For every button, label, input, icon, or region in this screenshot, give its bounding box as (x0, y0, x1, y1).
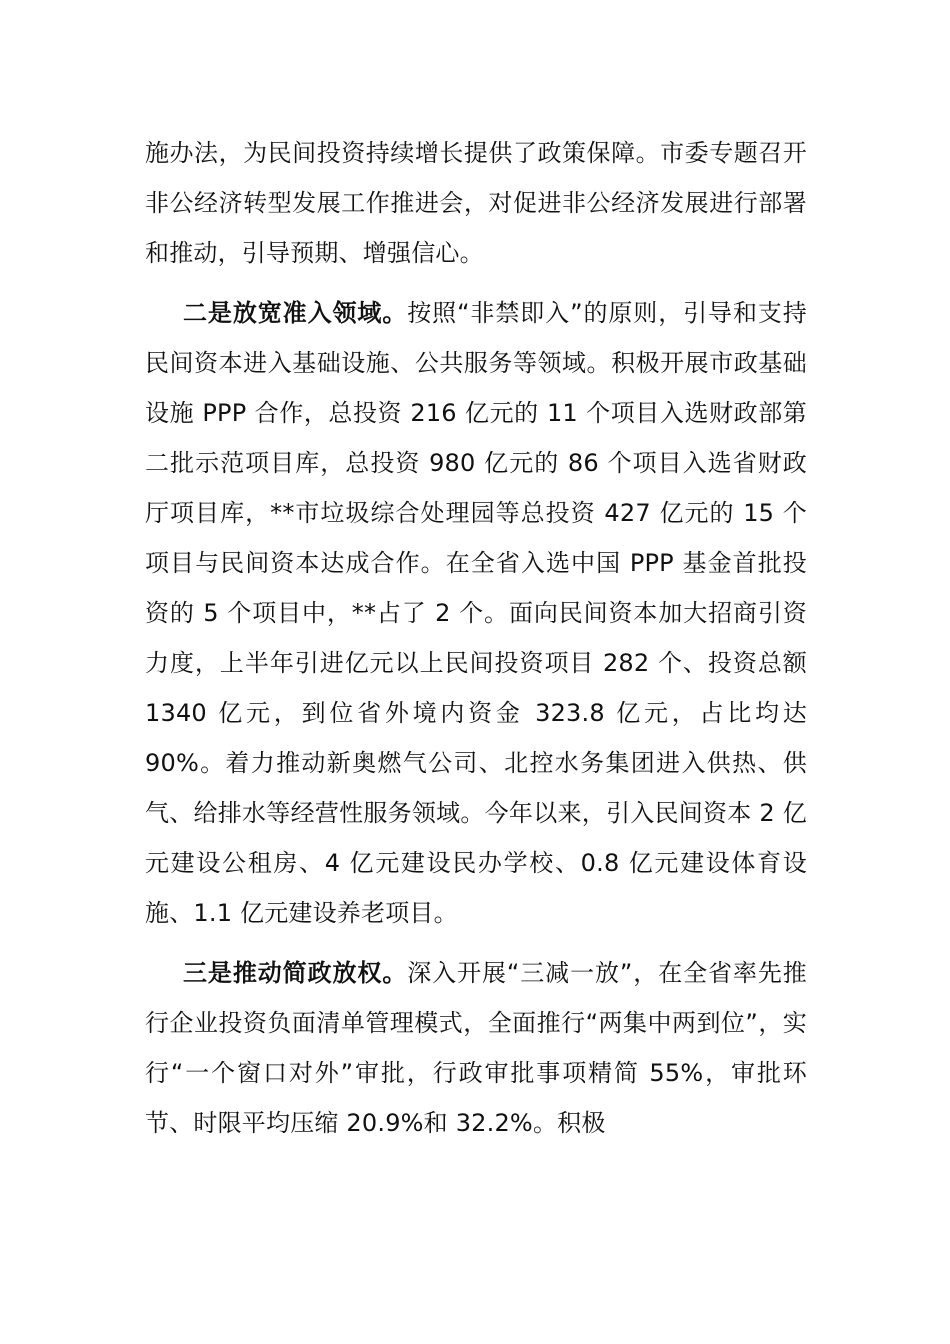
paragraph-relax-market-access (145, 288, 807, 938)
paragraph-text: 施办法，为民间投资持续增长提供了政策保障。市委专题召开非公经济转型发展工作推进会，对促进非公经济发展进行部署和推动，引导预期、增强信心。 (145, 139, 807, 267)
paragraph-streamline-administration (145, 948, 807, 1148)
paragraph-text: 按照“非禁即入”的原则，引导和支持民间资本进入基础设施、公共服务等领域。积极开展市政基础设施 PPP 合作，总投资 216 亿元的 11 个项目入选财政部第二批示范项目库，总投资 980 亿元的 86 个项目入选省财政厅项目库，**市垃圾综合处理园等总投资 427 亿元的 15 个项目与民间资本达成合作。在全省入选中国 PPP 基金首批投资的 5 个项目中，**占了 2 个。面向民间资本加大招商引资力度，上半年引进亿元以上民间投资项目 282 个、投资总额 1340 亿元，到位省外境内资金 323.8 亿元，占比均达 90%。着力推动新奥燃气公司、北控水务集团进入供热、供气、给排水等经营性服务领域。今年以来，引入民间资本 2 亿元建设公租房、4 亿元建设民办学校、0.8 亿元建设体育设施、1.1 亿元建设养老项目。 (145, 299, 807, 927)
paragraph-lead: 二是放宽准入领域。 (183, 299, 408, 327)
paragraph-continuation (145, 128, 807, 278)
paragraph-lead: 三是推动简政放权。 (183, 959, 408, 987)
document-page (145, 128, 807, 1148)
paragraph-text: 深入开展“三减一放”，在全省率先推行企业投资负面清单管理模式，全面推行“两集中两到位”，实行“一个窗口对外”审批，行政审批事项精简 55%，审批环节、时限平均压缩 20.9%和 32.2%。积极 (145, 959, 807, 1137)
